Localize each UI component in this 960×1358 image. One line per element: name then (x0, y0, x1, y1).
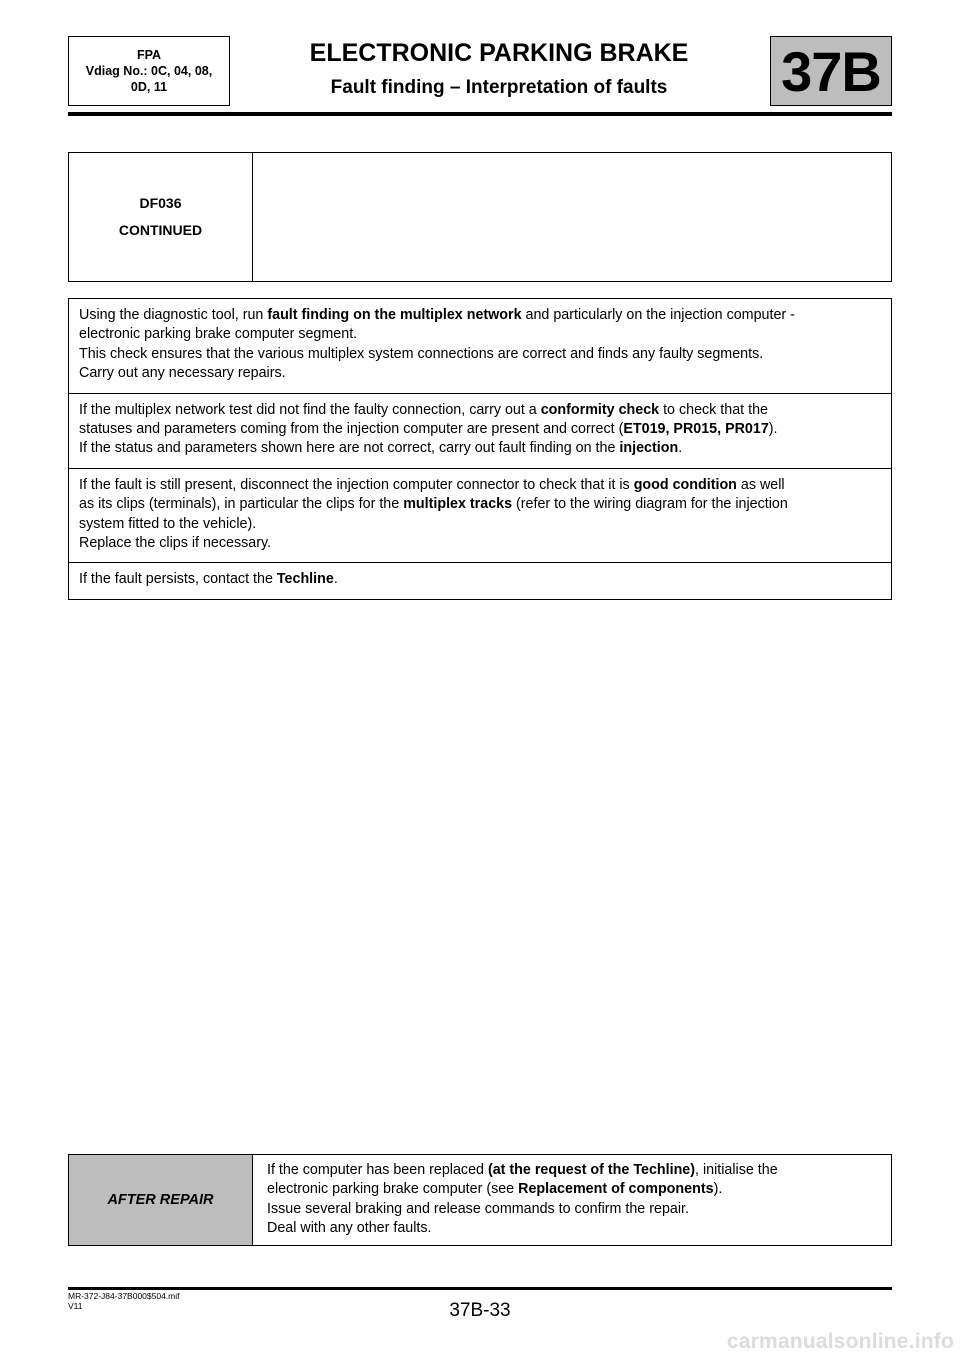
step-text: . (333, 571, 338, 588)
footer-divider (68, 1287, 892, 1290)
step-text: (refer to the wiring diagram for the injection (512, 496, 788, 513)
step-text: If the fault persists, contact the (79, 571, 277, 588)
watermark: carmanualsonline.info (726, 1330, 954, 1353)
after-text: ). (713, 1181, 723, 1198)
fault-code: DF036 (139, 195, 182, 211)
step-text: If the status and parameters shown here are not correct, carry out fault finding on the (79, 440, 620, 457)
step-text: to check that the (659, 401, 768, 418)
step-emphasis: fault finding on the multiplex network (267, 307, 522, 323)
step-emphasis: Techline (276, 571, 334, 588)
step-emphasis: multiplex tracks (403, 496, 513, 513)
after-repair-label: AFTER REPAIR (69, 1155, 253, 1245)
page-number: 37B-33 (449, 1300, 511, 1321)
procedure-steps-table (68, 298, 892, 600)
after-repair-line: Deal with any other faults. (267, 1220, 432, 1237)
fault-description-cell (253, 153, 891, 281)
step-text: If the fault is still present, disconnect the injection computer connector to check that it is (79, 476, 634, 493)
after-repair-line (267, 1161, 877, 1180)
step-emphasis: good condition (633, 476, 737, 493)
step-line: Carry out any necessary repairs. (79, 365, 286, 382)
reference-version: V11 (68, 1301, 83, 1311)
step-line: Replace the clips if necessary. (79, 535, 272, 552)
after-emphasis: Replacement of components (518, 1181, 714, 1198)
procedure-step-1 (69, 299, 891, 393)
step-line (79, 570, 881, 589)
after-text: , initialise the (695, 1162, 778, 1178)
step-line (79, 420, 881, 439)
header-divider (68, 112, 892, 116)
badge-line-3: 0D, 11 (130, 80, 168, 94)
after-text: electronic parking brake computer (see (267, 1181, 519, 1198)
step-text: If the multiplex network test did not find the faulty connection, carry out a (79, 401, 541, 418)
badge-line-1: FPA (136, 48, 162, 62)
procedure-step-2 (69, 393, 891, 468)
step-text: Using the diagnostic tool, run (79, 307, 268, 323)
step-text: statuses and parameters coming from the injection computer are present and correct ( (79, 421, 624, 438)
reference-file: MR-372-J84-37B000$504.mif (68, 1291, 180, 1301)
step-emphasis: injection (619, 440, 679, 457)
document-reference (68, 1291, 180, 1311)
step-emphasis: ET019, PR015, PR017 (623, 421, 769, 438)
procedure-step-3 (69, 468, 891, 563)
badge-line-2: Vdiag No.: 0C, 04, 08, (85, 64, 213, 78)
step-line: This check ensures that the various multiplex system connections are correct and finds any faulty segments. (79, 345, 764, 362)
step-text: . (678, 440, 683, 457)
step-text: as its clips (terminals), in particular the clips for the (79, 496, 404, 513)
step-line (79, 495, 881, 514)
step-line: electronic parking brake computer segment. (79, 326, 358, 343)
after-repair-line (267, 1180, 877, 1199)
fault-code-cell (69, 153, 253, 281)
after-repair-table (68, 1154, 892, 1246)
after-repair-line: Issue several braking and release commands to confirm the repair. (267, 1200, 689, 1217)
step-line (79, 401, 881, 420)
step-line (79, 439, 881, 458)
after-text: If the computer has been replaced (267, 1162, 488, 1178)
step-line (79, 476, 881, 495)
section-code-box: 37B (770, 36, 892, 106)
after-emphasis: (at the request of the Techline) (487, 1162, 696, 1178)
page-title: ELECTRONIC PARKING BRAKE (309, 39, 689, 67)
step-emphasis: conformity check (540, 401, 660, 418)
step-line: system fitted to the vehicle). (79, 515, 257, 532)
step-text: and particularly on the injection computer - (521, 307, 795, 323)
step-text: as well (736, 476, 785, 493)
page-subtitle: Fault finding – Interpretation of faults (330, 77, 668, 98)
fault-code-status: CONTINUED (118, 222, 203, 238)
step-line (79, 306, 881, 325)
procedure-step-4 (69, 562, 891, 598)
vehicle-diag-badge (68, 36, 230, 106)
after-repair-instructions (253, 1155, 891, 1245)
fault-code-table (68, 152, 892, 282)
step-text: ). (768, 421, 778, 438)
